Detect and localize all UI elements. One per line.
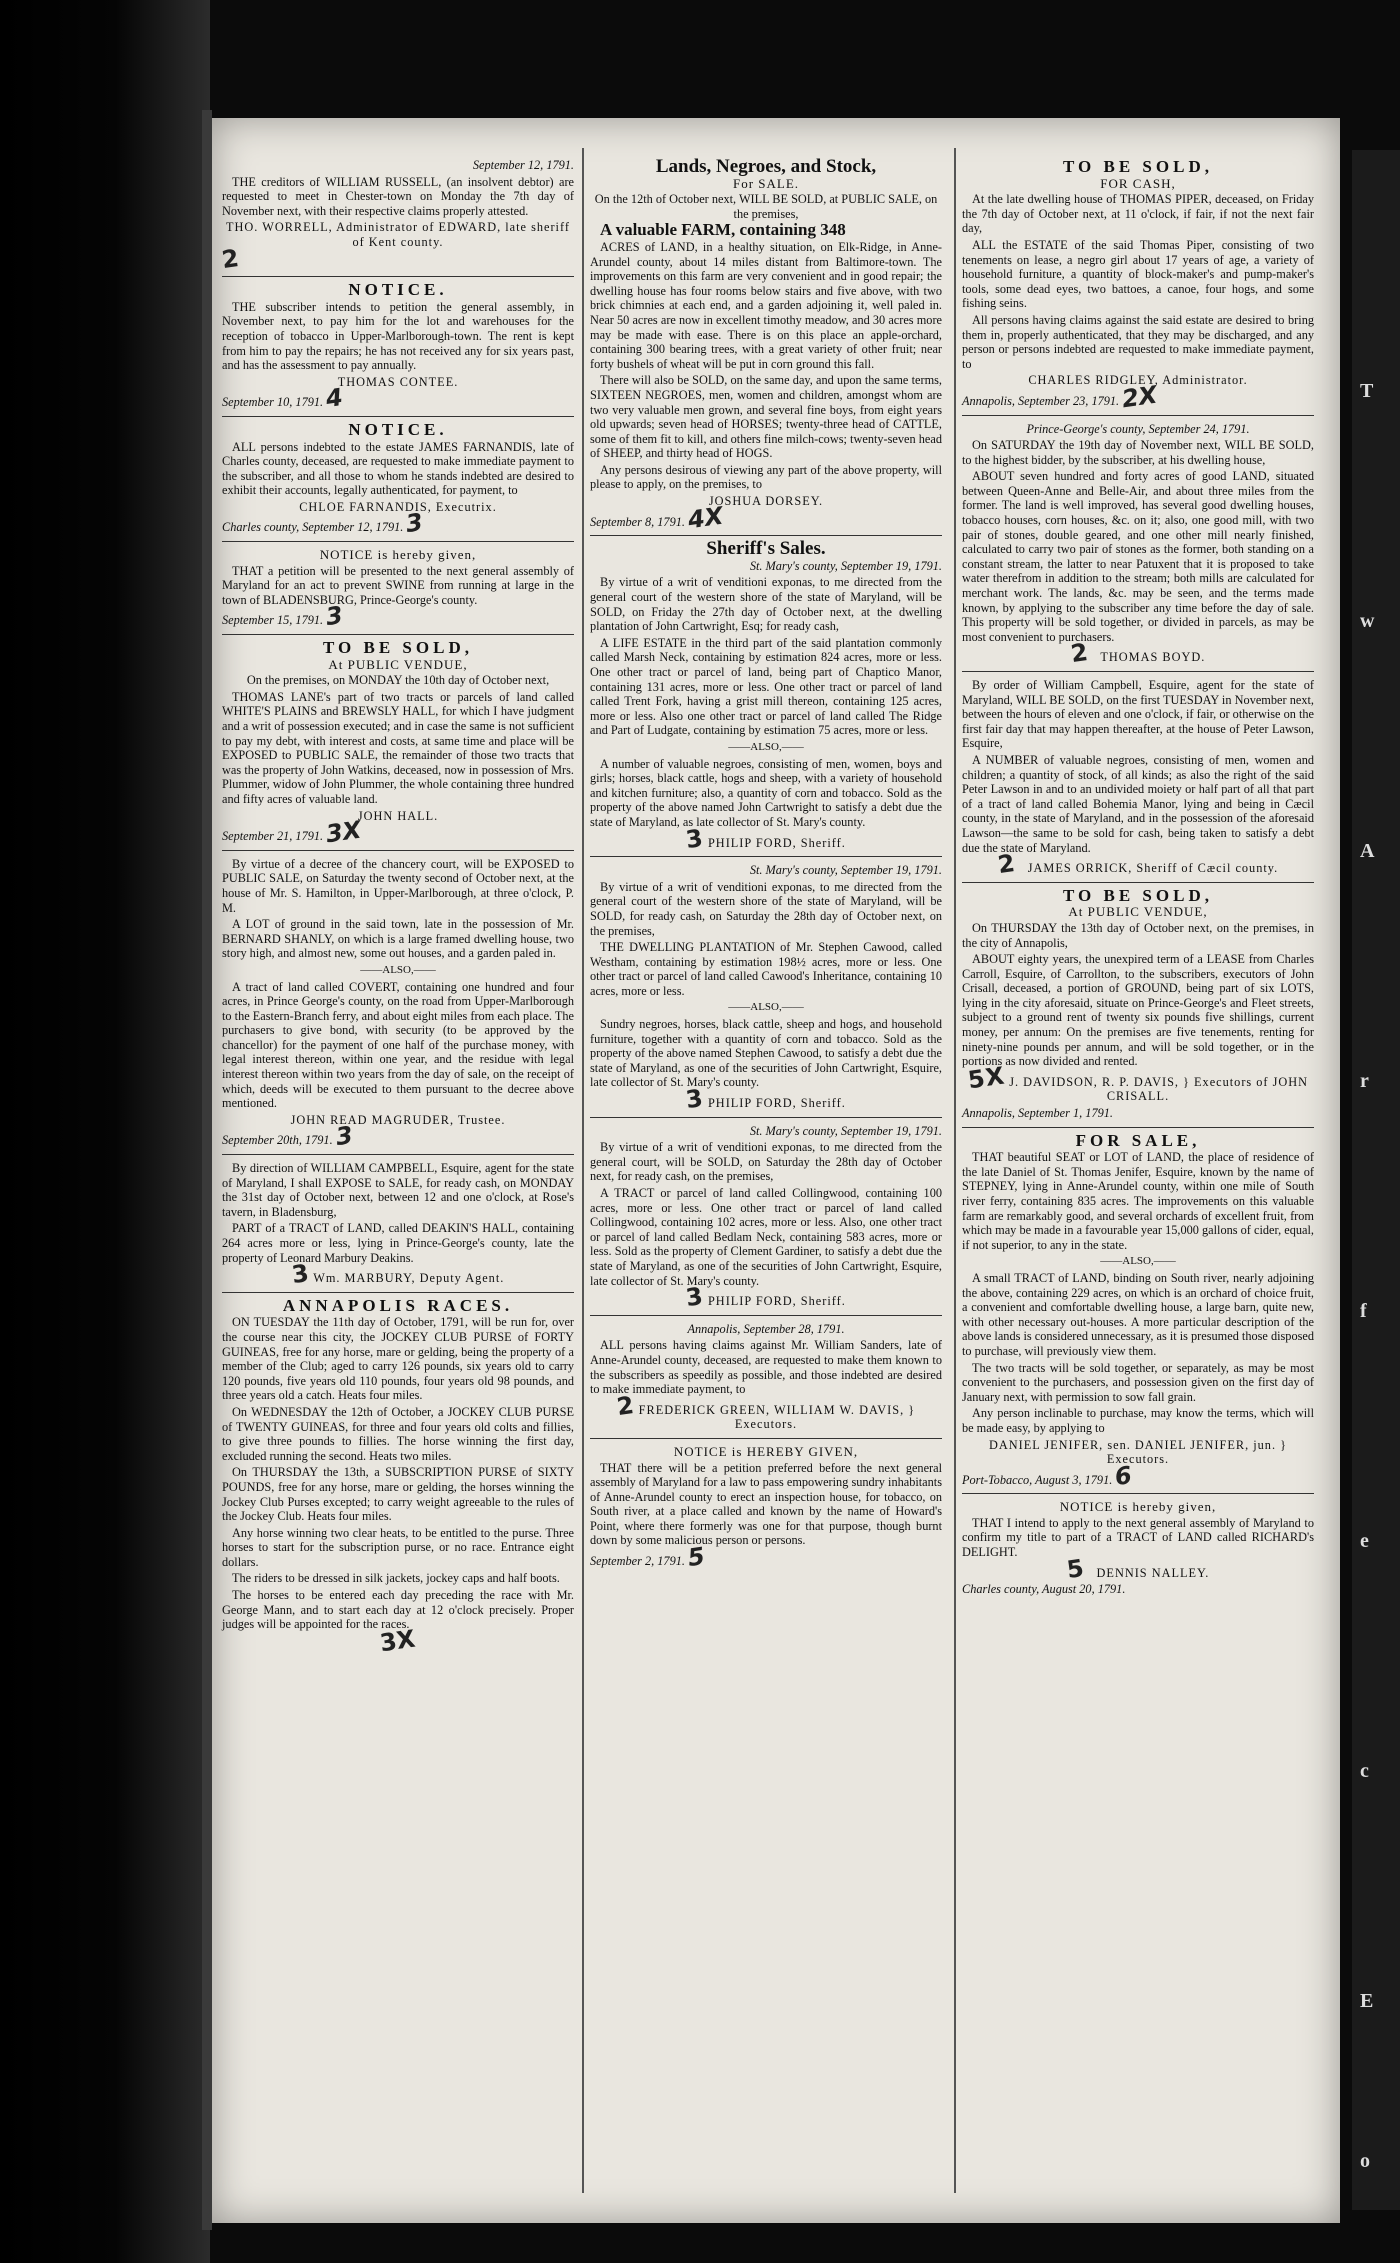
ad-signature: JOHN READ MAGRUDER, Trustee. — [290, 1112, 506, 1127]
ad-body-2: A LOT of ground in the said town, late in the possession of Mr. BERNARD SHANLY, on which is a large framed dwelling house, two story high, and almost new, some out houses, and a garden paled in. — [222, 917, 574, 961]
adjacent-page-char: w — [1360, 610, 1375, 632]
ad-subtitle: At PUBLIC VENDUE, — [1068, 904, 1208, 920]
ad-body-2: ABOUT eighty years, the unexpired term of a LEASE from Charles Carroll, Esquire, of Carrollton, to the subscribers, executors of John Crisall, deceased, a portion of GROUND, being part of six LOTS, lying in the city aforesaid, situate on Prince-George's and Fleet streets, subject to a ground rent of twenty six pounds five shillings, current money, per annum: On the premises are five tenements, renting for ninety-nine pounds per annum, and will be sold together, or in the portions as now divided and rented. — [962, 952, 1314, 1069]
ad-sanders-estate — [590, 1322, 942, 1439]
ad-title: NOTICE. — [348, 280, 448, 300]
ad-inspection-house-notice — [590, 1445, 942, 1575]
ad-signature: 5X J. DAVIDSON, R. P. DAVIS, } Executors of JOHN CRISALL. — [966, 1061, 1309, 1104]
ad-body: On THURSDAY the 13th day of October next, on the premises, in the city of Annapolis, — [962, 920, 1314, 950]
ad-date: September 20th, 1791. 3 — [222, 1121, 355, 1152]
ad-body-2: A TRACT or parcel of land called Collingwood, containing 100 acres, more or less. One other tract or parcel of land called Collingwood, containing 102 acres, more or less. Also, one other tract or parcel of land called Bedlam Neck, containing 583 acres, more or less. Sold as the property of Clement Gardiner, to satisfy a debt due the state of Maryland, as one of the securities of John Cartwright, Esquire, late collector of St. Mary's county. — [590, 1186, 942, 1288]
ad-body: ON TUESDAY the 11th day of October, 1791, will be run for, over the course near this city, the JOCKEY CLUB PURSE of FORTY GUINEAS, free for any horse, mare or gelding, being the property of a member of the Club; aged to carry 126 pounds, six years old to carry 120 pounds, five years old 110 pounds, four years old 98 pounds, and three years old a catch. Heats four miles. — [222, 1315, 574, 1403]
adjacent-page-char: T — [1360, 380, 1374, 402]
ad-body-3: All persons having claims against the said estate are desired to bring them in, properly authenticated, that they may be discharged, and any person or persons indebted are requested to make immediate payment, to — [962, 312, 1314, 371]
page-edge — [202, 110, 212, 2230]
handwritten-mark: 3 — [684, 1282, 706, 1313]
ad-swine-notice — [222, 548, 574, 635]
handwritten-mark: 3 — [324, 601, 345, 632]
ad-signature: JOHN HALL. — [357, 808, 439, 823]
ad-date: September 21, 1791. 3X — [222, 815, 364, 849]
ad-subtitle-2: On the 12th of October next, WILL BE SOLD, at PUBLIC SALE, on the premises, — [594, 192, 938, 221]
ad-deakins-hall — [222, 1161, 574, 1293]
ad-body-2: On WEDNESDAY the 12th of October, a JOCKEY CLUB PURSE of TWENTY GUINEAS, for three and four years old colts and fillies, to give three pounds to fillies. The horse winning the first day, excluded running the second. Heats two miles. — [222, 1404, 574, 1463]
ad-body-2: ABOUT seven hundred and forty acres of good LAND, situated between Queen-Anne and Belle-Air, and about three miles from the former. The land is well improved, has several good dwelling houses, tobacco houses, corn houses, &c. on it; also, one good mill, with two pair of stones, double geared, and one other mill nearly finished, calculated to carry two pair of stones as the former, both standing on a constant stream, the latter to near Patuxent that it is proposed to take water therefrom in addition to the stream; both mills are calculated for merchant work. The lands, &c. may be seen, and the terms made known, by applying to the subscriber any time before the day of sale. This property will be sold together, or divided in parcels, as may be most convenient to purchasers. — [962, 469, 1314, 644]
ad-body: THE subscriber intends to petition the general assembly, in November next, to pay him for the lot and warehouses for the reception of tobacco in Upper-Marlborough-town. The rent is kept from him to pay the repairs; he has not received any for six years past, and has the assessment to pay annually. — [222, 299, 574, 373]
ad-body-2: A NUMBER of valuable negroes, consisting of men, women and children; a quantity of stock, of all kinds; as also the right of the said Peter Lawson in and to an undivided moiety or half part of all that part of a tract of land called Bohemia Manor, lying and being in Cæcil county, in the state of Maryland, and in the possession of the aforesaid Lawson—the same to be sold for cash, being taken to satisfy a debt due the state of Maryland. — [962, 752, 1314, 855]
ad-subtitle: FOR CASH, — [1100, 175, 1176, 191]
ad-body-6: The horses to be entered each day preceding the race with Mr. George Mann, and to start each day at 12 o'clock precisely. Proper judges will be appointed for the races. — [222, 1588, 574, 1632]
handwritten-mark: 5 — [686, 1542, 707, 1573]
book-binding — [0, 0, 210, 2263]
ad-signature: 2 JAMES ORRICK, Sheriff of Cæcil county. — [995, 849, 1279, 880]
ad-lane-sale — [222, 638, 574, 851]
ad-nalley-notice — [962, 1500, 1314, 1603]
handwritten-mark: 2X — [1120, 380, 1160, 414]
ad-date: Prince-George's county, September 24, 1791. — [1026, 421, 1250, 436]
handwritten-mark: 3 — [404, 508, 425, 539]
ad-body-3: Any persons desirous of viewing any part of the above property, will please to apply, on the premises, to — [590, 462, 942, 492]
ad-body: ALL persons indebted to the estate JAMES FARNANDIS, late of Charles county, deceased, are requested to make immediate payment to the subscriber, and all those to whom he stands indebted are desired to exhibit their accounts, legally authenticated, for payment, to — [222, 439, 574, 498]
ad-date: September 15, 1791. 3 — [222, 601, 345, 632]
ad-signature: 3 PHILIP FORD, Sheriff. — [684, 1083, 846, 1115]
handwritten-mark: 3 — [289, 1259, 312, 1290]
ad-body: THE creditors of WILLIAM RUSSELL, (an insolvent debtor) are requested to meet in Chester-town on Monday the 7th day of November next, with their respective claims properly attested. — [222, 174, 574, 218]
ad-body-4: Any horse winning two clear heats, to be entitled to the purse. Three horses to start for the subscription purse, or no race. Entrance eight dollars. — [222, 1525, 574, 1569]
handwritten-mark: 6 — [1113, 1460, 1134, 1491]
ad-gardiner-sheriff-sale — [590, 1124, 942, 1316]
ad-signature: 5 DENNIS NALLEY. — [1064, 1553, 1210, 1584]
adjacent-page-char: f — [1360, 1300, 1367, 1322]
ad-signature: CHLOE FARNANDIS, Executrix. — [299, 499, 497, 514]
ad-date: St. Mary's county, September 19, 1791. — [749, 1123, 942, 1138]
ad-body: By virtue of a decree of the chancery court, will be EXPOSED to PUBLIC SALE, on Saturday the twenty second of October next, at the house of Mr. S. Hamilton, in Upper-Marlborough, at three o'clock, P. M. — [222, 856, 574, 915]
ad-title: TO BE SOLD, — [1063, 157, 1213, 176]
handwritten-mark: 3X — [324, 815, 364, 849]
ad-signature: THO. WORRELL, Administrator of EDWARD, late sheriff of Kent county. — [226, 220, 570, 249]
ad-dorsey-farm — [590, 156, 942, 536]
ad-also: ——ALSO,—— — [1100, 1255, 1176, 1268]
column-3 — [962, 158, 1314, 1609]
ad-boyd-land — [962, 422, 1314, 673]
ad-title: Lands, Negroes, and Stock, — [655, 156, 877, 177]
ad-signature: 2 FREDERICK GREEN, WILLIAM W. DAVIS, } Executors. — [614, 1390, 916, 1432]
handwritten-mark: 2 — [220, 243, 241, 274]
ad-subtitle-2: On the premises, on MONDAY the 10th day of October next, — [246, 673, 550, 688]
ad-farnandis-notice — [222, 419, 574, 542]
ad-also: ——ALSO,—— — [360, 963, 436, 976]
ad-title: NOTICE is HEREBY GIVEN, — [673, 1443, 859, 1459]
ad-date: Annapolis, September 23, 1791. 2X — [962, 380, 1160, 414]
ad-body-3: The two tracts will be sold together, or separately, as may be most convenient to the purchasers, and possession given on the first day of January next, with permission to sow fall grain. — [962, 1360, 1314, 1404]
ad-body-2: PART of a TRACT of LAND, called DEAKIN'S HALL, containing 264 acres more or less, lying in Prince-George's county, late the property of Leonard Marbury Deakins. — [222, 1221, 574, 1265]
column-2 — [590, 158, 942, 1581]
ad-subtitle: At PUBLIC VENDUE, — [328, 656, 468, 672]
ad-body: THAT there will be a petition preferred before the next general assembly of Maryland for a law to pass empowering sundry inhabitants of Anne-Arundel county to erect an inspection house, for tobacco, on South river, at a place called and known by the name of Howard's Point, where there formerly was one for that purpose, though burnt down by some malicious person or persons. — [590, 1460, 942, 1548]
ad-body: THAT I intend to apply to the next general assembly of Maryland to confirm my title to part of a TRACT of LAND called RICHARD's DELIGHT. — [962, 1515, 1314, 1560]
handwritten-mark: 4X — [686, 501, 725, 534]
ad-cawood-sheriff-sale — [590, 863, 942, 1118]
ad-title: FOR SALE, — [1075, 1130, 1201, 1150]
ad-body-3: A tract of land called COVERT, containing one hundred and four acres, in Prince George's county, on the road from Upper-Marlborough to the Eastern-Branch ferry, and about eight miles from each place. The purchasers to give bond, with security (to be approved by the chancellor) for the payment of one half of the purchase money, with legal interest thereon, within one year, and the residue with legal interest thereon within two years from the day of sale, on the receipt of which, deeds will be executed to them pursuant to the decree above mentioned. — [222, 979, 574, 1111]
ad-body: By virtue of a writ of venditioni exponas, to me directed from the general court of the western shore of the state of Maryland, will be SOLD, for ready cash, on Saturday the 28th day of October next, on the premises, — [590, 879, 942, 938]
ad-chancery-sale — [222, 857, 574, 1155]
ad-body: By virtue of a writ of venditioni exponas, to me directed from the general court, will be SOLD, on Saturday the 28th day of October next, for ready cash, on the premises, — [590, 1140, 942, 1184]
handwritten-mark: 2 — [995, 849, 1018, 880]
ad-body: ACRES of LAND, in a healthy situation, on Elk-Ridge, in Anne-Arundel county, about 14 miles distant from Baltimore-town. The improvements on this farm are very convenient and in good repair; the dwelling house has four rooms below stairs and five above, with two brick chimnies at each end, and a garden adjoining it, well paled in. Near 50 acres are now in excellent timothy meadow, and 30 acres more may be made with ease. There is on this place an apple-orchard, containing 300 bearing trees, with a great variety of other fruit; near forty bushels of wheat will be put in corn ground this fall. — [590, 239, 942, 371]
ad-date: Charles county, August 20, 1791. — [962, 1582, 1126, 1597]
ad-russell-creditors — [222, 158, 574, 277]
adjacent-page-edge — [1352, 150, 1400, 2210]
ad-body: At the late dwelling house of THOMAS PIPER, deceased, on Friday the 7th day of October next, at 11 o'clock, if fair, if not the next fair day, — [962, 192, 1314, 236]
ad-signature: CHARLES RIDGLEY, Administrator. — [1028, 373, 1248, 388]
ad-body: THAT beautiful SEAT or LOT of LAND, the place of residence of the late Daniel of St. Thomas Jenifer, Esquire, known by the name of STEPNEY, lying in Anne-Arundel county, within one mile of South river ferry, containing 835 acres. The improvements on this valuable farm are remarkably good, and several orchards of excellent fruit, from which may be made in a favourable year 15,000 gallons of cider, equal, if not superior, to any in the state. — [962, 1150, 1314, 1252]
handwritten-mark: 3 — [684, 1083, 706, 1115]
ad-body-4: Any person inclinable to purchase, may know the terms, which will be made easy, by applying to — [962, 1406, 1314, 1435]
ad-stepney-for-sale — [962, 1130, 1314, 1495]
ad-date: Annapolis, September 28, 1791. — [687, 1321, 845, 1336]
ad-annapolis-races — [222, 1295, 574, 1659]
ad-body: On SATURDAY the 19th day of November next, WILL BE SOLD, to the highest bidder, by the subscriber, at his dwelling house, — [962, 438, 1314, 467]
handwritten-mark: 3 — [333, 1121, 355, 1152]
ad-signature: THOMAS CONTEE. — [337, 374, 459, 389]
ad-body-5: The riders to be dressed in silk jackets, jockey caps and half boots. — [232, 1571, 560, 1586]
ad-body: By direction of WILLIAM CAMPBELL, Esquire, agent for the state of Maryland, I shall EXPOSE to SALE, for ready cash, on MONDAY the 31st day of October next, between 12 and one o'clock, at Rose's tavern, in Bladensburg, — [222, 1161, 574, 1219]
ad-signature: 2 THOMAS BOYD. — [1068, 638, 1206, 669]
ad-body-2: A LIFE ESTATE in the third part of the said plantation commonly called Marsh Neck, containing by estimation 824 acres, more or less. One other tract or parcel of land, being part of Chaptico Manor, containing 131 acres, more or less. One other tract or parcel of land called Trent Fork, having a grist mill thereon, containing 125 acres, more or less. Also one other tract or parcel of land called The Ridge and Part of Ludgate, containing by estimation 75 acres, more or less. — [590, 635, 942, 738]
ad-title: TO BE SOLD, — [323, 638, 473, 658]
handwritten-mark: 3X — [378, 1624, 418, 1658]
ad-date: September 12, 1791. — [472, 158, 574, 172]
ad-crisall-lease — [962, 885, 1314, 1128]
adjacent-page-char: c — [1360, 1760, 1369, 1782]
ad-body-3: Sundry negroes, horses, black cattle, sheep and hogs, and household furniture, together with a quantity of corn and tobacco. Sold as the property of the above named Stephen Cawood, to satisfy a debt due the state of Maryland, as one of the securities of John Cartwright, Esquire, late collector of St. Mary's county. — [590, 1017, 942, 1090]
ad-body-2: There will also be SOLD, on the same day, and upon the same terms, SIXTEEN NEGROES, men, women and children, amongst whom are two very valuable men grown, and several fine boys, from eight years old upwards; seven head of HORSES; twenty-three head of CATTLE, some of them fit to kill, and others fine milch-cows; twenty-seven head of SHEEP, and thirty head of HOGS. — [590, 373, 942, 461]
ad-date: St. Mary's county, September 19, 1791. — [749, 863, 942, 878]
adjacent-page-char: e — [1360, 1530, 1369, 1552]
adjacent-page-char: E — [1360, 1990, 1374, 2012]
ad-body: By virtue of a writ of venditioni exponas, to me directed from the general court of the western shore of the state of Maryland, will be SOLD, on Friday the 27th day of October next, at the dwelling plantation of John Cartwright, Esq; for ready cash, — [590, 575, 942, 634]
ad-date: Charles county, September 12, 1791. 3 — [222, 508, 425, 539]
ad-cartwright-sheriff-sale — [590, 538, 942, 857]
ad-body: THOMAS LANE's part of two tracts or parcels of land called WHITE'S PLAINS and BREWSLY HALL, for which I have judgment and a writ of possession executed; and in case the same is not sufficient to pay my debt, with interest and costs, at same time and place will be EXPOSED to PUBLIC SALE, the remainder of those two tracts that was the property of John Watkins, deceased, now in possession of Mrs. Plummer, widow of John Plummer, the whole containing three hundred and fifty acres of valuable land. — [222, 689, 574, 806]
handwritten-mark: 2 — [1068, 638, 1091, 669]
ad-date: September 10, 1791. 4 — [222, 383, 345, 414]
adjacent-page-char: o — [1360, 2150, 1370, 2172]
ad-date: Annapolis, September 1, 1791. — [962, 1106, 1113, 1121]
ad-title: NOTICE is hereby given, — [1059, 1499, 1217, 1515]
ad-contee-notice — [222, 280, 574, 417]
ad-date: September 2, 1791. 5 — [590, 1542, 707, 1573]
ad-body-2: A small TRACT of LAND, binding on South river, nearly adjoining the above, containing 229 acres, on which is an orchard of choice fruit, a convenient and comfortable dwelling house, a large barn, quite new, with other necessary out-houses. A more particular description of the above lands is considered unnecessary, as it is presumed those disposed to purchase, will previously view them. — [962, 1270, 1314, 1358]
handwritten-mark: 5 — [1064, 1553, 1087, 1584]
ad-body: ALL persons having claims against Mr. William Sanders, late of Anne-Arundel county, deceased, are requested to make them known to the subscribers as speedily as possible, and those indebted are desired to make immediate payment, to — [590, 1338, 942, 1397]
ad-date: St. Mary's county, September 19, 1791. — [749, 558, 942, 573]
handwritten-mark: 2 — [614, 1390, 637, 1421]
ad-title: NOTICE. — [348, 419, 448, 439]
ad-lead: A valuable FARM, containing 348 — [600, 220, 846, 240]
ad-body: THAT a petition will be presented to the next general assembly of Maryland for an act to prevent SWINE from running at large in the town of BLADENSBURG, Prince-George's county. — [222, 563, 574, 607]
newspaper-page — [212, 118, 1340, 2223]
ad-title: NOTICE is hereby given, — [319, 547, 477, 563]
adjacent-page-char: r — [1360, 1070, 1369, 1092]
ad-date: Port-Tobacco, August 3, 1791. 6 — [962, 1460, 1134, 1491]
ad-date: September 8, 1791. 4X — [590, 501, 725, 534]
ad-subtitle: For SALE. — [732, 175, 800, 191]
ad-signature: 3 PHILIP FORD, Sheriff. — [684, 823, 846, 854]
handwritten-mark: 5X — [966, 1061, 1007, 1095]
column-rule — [582, 148, 584, 2193]
ad-body: By order of William Campbell, Esquire, agent for the state of Maryland, WILL BE SOLD, on the first TUESDAY in November next, between the hours of eleven and one o'clock, if fair, or otherwise on the first fair day that may happen thereafter, at the house of Peter Lawson, Esquire, — [962, 678, 1314, 751]
ad-signature: JOSHUA DORSEY. — [708, 494, 824, 509]
ad-lawson-negroes — [962, 678, 1314, 883]
ad-body-3: A number of valuable negroes, consisting of men, women, boys and girls; horses, black cattle, hogs and sheep, with a variety of household and kitchen furniture; also, a quantity of corn and tobacco. Sold as the property of the above named John Cartwright to satisfy a debt due the state of Maryland, as late collector of St. Mary's county. — [590, 756, 942, 829]
ad-title: TO BE SOLD, — [1063, 885, 1213, 905]
ad-also: ——ALSO,—— — [728, 1001, 804, 1014]
ad-title: ANNAPOLIS RACES. — [282, 1295, 514, 1315]
ad-body-2: THE DWELLING PLANTATION of Mr. Stephen Cawood, called Westham, containing by estimation 198½ acres, more or less. One other tract or parcel of land called Cawood's Inheritance, containing 10 acres, more or less. — [590, 940, 942, 998]
handwritten-mark: 4 — [324, 383, 345, 414]
ad-signature: 3 PHILIP FORD, Sheriff. — [684, 1282, 846, 1313]
handwritten-mark: 3 — [684, 823, 706, 854]
ad-signature: 3 Wm. MARBURY, Deputy Agent. — [289, 1259, 505, 1290]
ad-piper-estate — [962, 157, 1314, 416]
ad-body-3: On THURSDAY the 13th, a SUBSCRIPTION PURSE of SIXTY POUNDS, free for any horse, mare or gelding, the horses winning the Jockey Club Purses excepted; to carry weight agreeable to the rules of the Jockey Club. Heats four miles. — [222, 1465, 574, 1524]
column-rule — [954, 148, 956, 2193]
adjacent-page-char: A — [1360, 840, 1375, 862]
ad-body-2: ALL the ESTATE of the said Thomas Piper, consisting of two tenements on lease, a negro girl about 17 years of age, a variety of household furniture, a quantity of block-maker's and pump-maker's tools, some dead eyes, two battoes, a canoe, four hogs, and some fishing seins. — [962, 237, 1314, 311]
ad-also: ——ALSO,—— — [728, 740, 804, 753]
section-title: Sheriff's Sales. — [706, 538, 826, 560]
column-1 — [222, 158, 574, 1664]
ad-signature: DANIEL JENIFER, sen. DANIEL JENIFER, jun. } Executors. — [988, 1437, 1287, 1467]
